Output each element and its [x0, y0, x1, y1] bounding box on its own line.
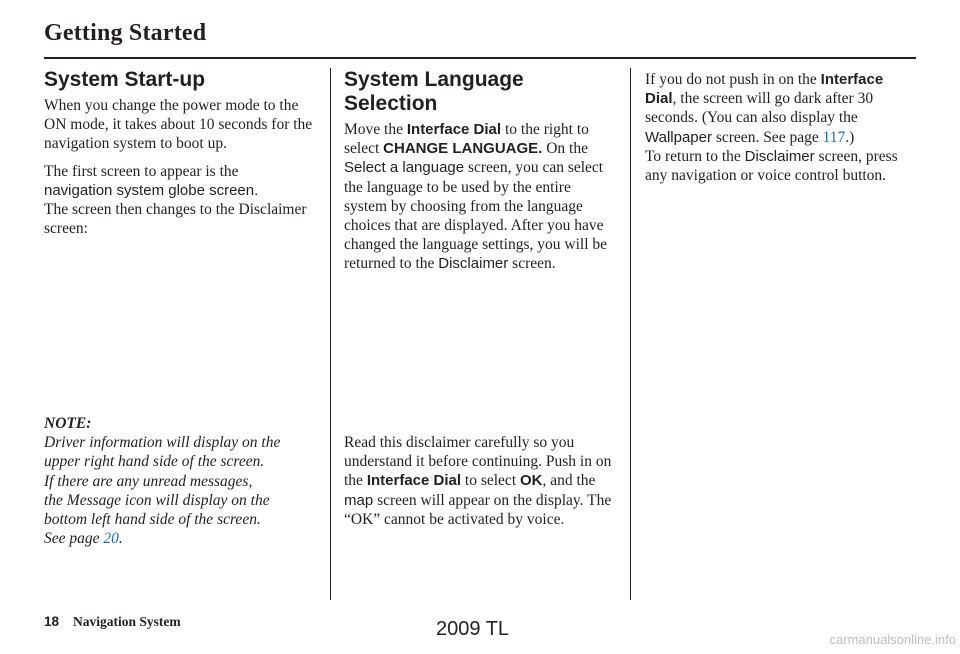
note-line-1: Driver information will display on the upper right hand side of the screen. — [44, 434, 281, 471]
dark-screen-paragraph — [645, 70, 917, 147]
globe-screen-label: navigation system globe screen. — [44, 181, 259, 199]
disclaimer-term: Disclaimer — [438, 255, 509, 273]
page-number: 18 — [44, 614, 60, 629]
text-screen: screen. — [512, 255, 556, 273]
column-continued — [645, 70, 917, 185]
text-screen-dark: , the screen will go dark after 30 seconds. (You can also display the — [645, 90, 874, 127]
column-language-selection — [344, 68, 616, 528]
page-link-117[interactable]: 117 — [822, 128, 846, 146]
disclaimer-paragraph — [344, 433, 616, 529]
disclaimer-change-paragraph: The screen then changes to the Disclaimer screen: — [44, 201, 307, 238]
startup-paragraph: When you change the power mode to the ON mode, it takes about 10 seconds for the navigation system to boot up. — [44, 97, 313, 153]
column-system-startup — [44, 68, 316, 548]
text-to-return: To return to the — [645, 147, 741, 165]
return-paragraph — [645, 147, 917, 185]
text-on-the: On the — [546, 140, 588, 158]
language-paragraph — [344, 120, 616, 274]
text-press-any: screen, press any navigation or voice control button. — [645, 147, 898, 185]
ok-term: OK — [520, 472, 543, 490]
title-rule — [44, 57, 916, 59]
text-move-the: Move the — [344, 121, 403, 138]
section-heading-startup: System Start-up — [44, 68, 206, 91]
interface-dial-term-3: Interface Dial — [645, 71, 884, 108]
text-see-page: screen. See page — [715, 128, 819, 146]
text-and-the: , and the — [542, 472, 596, 490]
globe-screen-text — [44, 181, 316, 200]
text-to-select: to the right to select — [344, 121, 589, 158]
chapter-title: Getting Started — [44, 20, 207, 46]
interface-dial-term: Interface Dial — [406, 121, 502, 138]
text-read-disclaimer: Read this disclaimer carefully so you understand it before continuing. Push in on the — [344, 434, 612, 490]
text-language-desc: screen, you can select the language to be used by the entire system by choosing from the language choices that are displayed. After you have changed the language settings, you will be returned to the — [344, 159, 608, 273]
page-link-20[interactable]: 20 — [103, 530, 119, 548]
note-period: . — [118, 530, 123, 548]
page-footer — [44, 614, 181, 630]
note-line-4 — [44, 529, 316, 548]
first-screen-line: The first screen to appear is the — [44, 162, 239, 180]
note-block — [44, 414, 316, 548]
text-map-appears: screen will appear on the display. The “OK” cannot be activated by voice. — [344, 491, 612, 528]
text-close-paren: .) — [845, 128, 855, 146]
select-language-term: Select a language — [344, 159, 465, 177]
see-page-text: See page — [44, 530, 100, 548]
change-language-term: CHANGE LANGUAGE. — [383, 140, 543, 158]
note-label: NOTE: — [44, 415, 92, 432]
map-term: map — [344, 491, 374, 509]
watermark: carmanualsonline.info — [829, 632, 956, 647]
text-if-you-do-not: If you do not push in on the — [645, 71, 817, 88]
disclaimer-term-2: Disclaimer — [744, 147, 815, 165]
note-line-2: If there are any unread messages, — [44, 472, 253, 490]
column-divider-1 — [330, 68, 331, 600]
interface-dial-term-2: Interface Dial — [366, 472, 462, 490]
wallpaper-term: Wallpaper — [645, 128, 712, 146]
column-divider-2 — [630, 68, 631, 600]
footer-section: Navigation System — [73, 614, 181, 629]
model-label: 2009 TL — [436, 618, 510, 640]
section-heading-language: System Language Selection — [344, 68, 524, 115]
text-to-select-2: to select — [464, 472, 517, 490]
note-line-3: the Message icon will display on the bottom left hand side of the screen. — [44, 491, 270, 529]
